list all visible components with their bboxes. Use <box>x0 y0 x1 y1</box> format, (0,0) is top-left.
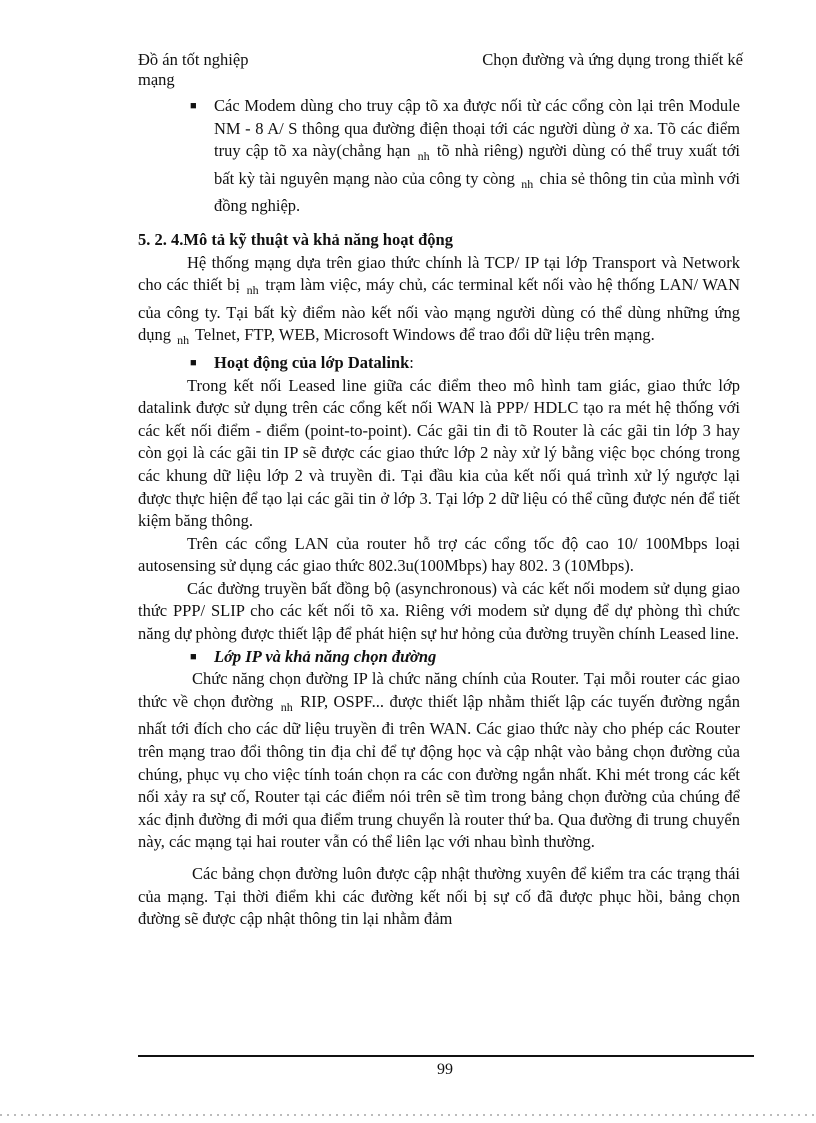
bullet-ip-label: Lớp IP và khả năng chọn đường <box>214 646 437 666</box>
bullet-square-icon: ■ <box>190 356 197 369</box>
section-heading: 5. 2. 4.Mô tả kỹ thuật và khả năng hoạt động <box>138 229 453 249</box>
para-system-text-2: trạm làm việc, máy chủ, các terminal kết nối vào hệ thống LAN/ WAN của công ty. Tại bất kỳ điểm nào kết nối vào mạng người dùng có thể dùng những ứng dụng <box>138 275 741 345</box>
page-number: 99 <box>437 1061 453 1078</box>
header-left-title: Đồ án tốt nghiệp mạng <box>138 50 249 89</box>
para-tables: Các bảng chọn đường luôn được cập nhật thường xuyên để kiểm tra các trạng thái của mạng. Tại thời điểm khi các đường kết nối bị sự cố đã được phục hồi, bảng chọn đường sẽ được cập nhật thông tin lại nhằm đảm <box>138 864 740 929</box>
para-routing-text-2: RIP, OSPF... được thiết lập nhằm thiết lập các tuyến đường ngắn nhất tới đích cho các dữ liệu truyền đi trên WAN. Các giao thức này cho phép các Router trên mạng trao đổi thông tin địa chỉ để tự động học và cập nhật vào bảng chọn đường của chúng, phục vụ cho việc tính toán chọn ra các con đường ngắn nhất. Khi mét trong các kết nối xảy ra sự cố, Router tại các điểm nói trên sẽ tìm trong bảng chọn đường của chúng để xác định đường đi mới qua điểm trung chuyển là router thứ ba. Qua đường đi trung chuyển này, các mạng tại hai router vẫn có thể liên lạc với nhau bình thường. <box>138 691 741 852</box>
bullet-modem-text-1: Các Modem dùng cho truy cập tõ xa được nối từ các cổng còn lại trên Module NM - 8 A/ S thông qua đường điện thoại tới các người dùng ở xa. Tõ các điểm truy cập tõ xa này(chẳng hạn <box>214 96 740 161</box>
bullet-modem-text-2: tõ nhà riêng) người dùng có thể truy xuất tới bất kỳ tài nguyên mạng nào của công ty còng <box>214 141 740 188</box>
bullet-datalink <box>138 352 740 375</box>
header-right-title: Chọn đường và ứng dụng trong thiết kế <box>482 50 743 69</box>
bullet-square-icon: ■ <box>190 650 197 663</box>
para-system-sub-2: nh <box>177 333 190 348</box>
bullet-modem <box>138 95 740 218</box>
para-async: Các đường truyền bất đồng bộ (asynchronous) và các kết nối modem sử dụng giao thức PPP/ SLIP cho các kết nối tõ xa. Riêng với modem sử dụng để dự phòng thì chức năng dự phòng được thiết lập để phát hiện sự hư hỏng của đường truyền chính Leased line. <box>138 578 740 644</box>
para-system <box>138 252 740 352</box>
para-lan: Trên các cổng LAN của router hỗ trợ các cổng tốc độ cao 10/ 100Mbps loại autosensing sử dụng các giao thức 802.3u(100Mbps) hay 802. 3 (10Mbps). <box>138 533 740 576</box>
bullet-square-icon: ■ <box>190 100 197 112</box>
para-leased-line: Trong kết nối Leased line giữa các điểm theo mô hình tam giác, giao thức lớp datalink được sử dụng trên các cổng kết nối WAN là PPP/ HDLC tạo ra mét hệ thống với các kết nối điểm - điểm (point-to-point). Các gãi tin đi tõ Router là các gãi tin lớp 3 hay còn gọi là các gãi tin IP sẽ được các giao thức lớp 2 này xử lý bằng việc bọc chóng trong các khung dữ liệu lớp 2 và truyền đi. Tại đầu kia của kết nối quá trình xử lý ngược lại được thực hiện để tạo lại các gãi tin ở lớp 3. Tại lớp 2 dữ liệu có thể cũng được nén để tiết kiệm băng thông. <box>138 375 740 531</box>
bullet-modem-text-3: chia sẻ thông tin của mình với đồng nghiệp. <box>214 168 740 216</box>
page-content <box>138 95 740 931</box>
bullet-modem-sub-2: nh <box>521 176 534 191</box>
para-system-sub-1: nh <box>246 283 259 298</box>
page-edge-dots <box>0 1114 816 1116</box>
para-system-text-1: Hệ thống mạng dựa trên giao thức chính là TCP/ IP tại lớp Transport và Network cho các thiết bị <box>138 252 740 295</box>
para-routing-text-1: Chức năng chọn đường IP là chức năng chính của Router. Tại mỗi router các giao thức về chọn đường <box>138 669 740 711</box>
bullet-modem-sub-1: nh <box>417 149 430 164</box>
bullet-datalink-colon: : <box>409 352 414 372</box>
para-routing-sub-1: nh <box>280 699 293 714</box>
para-system-text-3: Telnet, FTP, WEB, Microsoft Windows để trao đổi dữ liệu trên mạng. <box>194 325 655 345</box>
bullet-ip <box>138 646 740 669</box>
bullet-datalink-label: Hoạt động của lớp Datalink <box>214 352 410 372</box>
footer-rule <box>138 1055 754 1057</box>
para-routing <box>138 668 740 854</box>
